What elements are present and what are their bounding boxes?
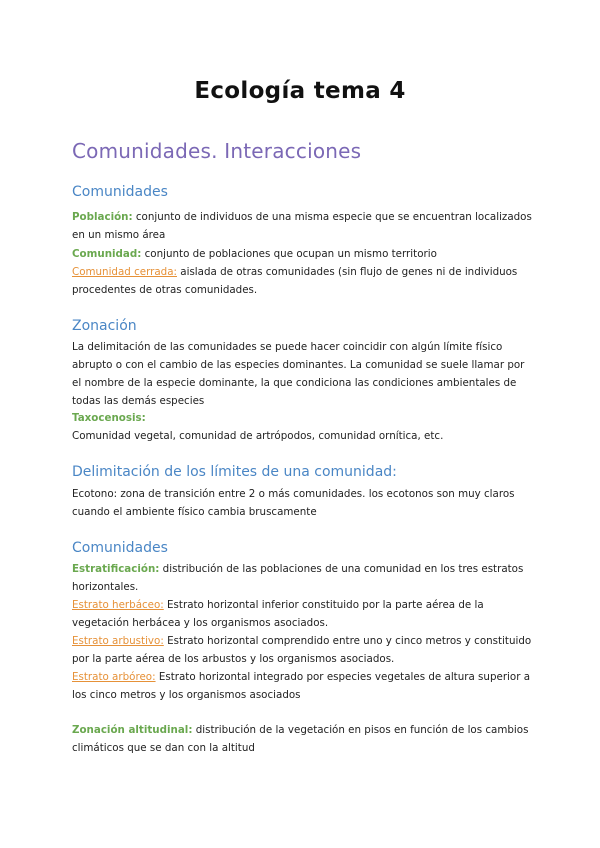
section-comunidades-2-heading: Comunidades bbox=[72, 540, 168, 556]
taxocenosis-term: Taxocenosis: bbox=[72, 412, 146, 424]
estratificacion-term: Estratificación: bbox=[72, 563, 160, 575]
comunidad-cerrada-text: aislada de otras comunidades (sin flujo de genes ni de individuos procedentes de otras comunidades. bbox=[72, 266, 518, 296]
estrato-herbaceo-term: Estrato herbáceo: bbox=[72, 599, 164, 611]
zonacion-altitudinal-text: distribución de la vegetación en pisos en función de los cambios climáticos que se dan con la altitud bbox=[72, 724, 529, 754]
section-delimitacion-heading: Delimitación de los límites de una comunidad: bbox=[72, 464, 397, 480]
taxocenosis-term-line bbox=[72, 409, 532, 427]
section-zonacion-heading: Zonación bbox=[72, 318, 137, 334]
estratificacion-text: distribución de las poblaciones de una comunidad en los tres estratos horizontales. bbox=[72, 563, 524, 593]
estratificacion-paragraph bbox=[72, 560, 532, 596]
estrato-herbaceo-text: Estrato horizontal inferior constituido por la parte aérea de la vegetación herbácea y los organismos asociados. bbox=[72, 599, 484, 629]
comunidad-cerrada-paragraph bbox=[72, 263, 532, 299]
comunidad-text: conjunto de poblaciones que ocupan un mismo territorio bbox=[141, 248, 437, 260]
estrato-arbustivo-term: Estrato arbustivo: bbox=[72, 635, 164, 647]
poblacion-text: conjunto de individuos de una misma especie que se encuentran localizados en un mismo área bbox=[72, 211, 532, 241]
zonacion-altitudinal-term: Zonación altitudinal: bbox=[72, 724, 193, 736]
poblacion-paragraph bbox=[72, 208, 532, 244]
estrato-arbustivo-paragraph bbox=[72, 632, 532, 668]
estrato-herbaceo-paragraph bbox=[72, 596, 532, 632]
section-comunidades-heading: Comunidades bbox=[72, 184, 168, 200]
document-title: Ecología tema 4 bbox=[194, 78, 406, 104]
estrato-arboreo-term: Estrato arbóreo: bbox=[72, 671, 156, 683]
poblacion-term: Población: bbox=[72, 211, 133, 223]
estrato-arboreo-paragraph bbox=[72, 668, 532, 704]
zonacion-paragraph: La delimitación de las comunidades se puede hacer coincidir con algún límite físico abrupto o con el cambio de las especies dominantes. La comunidad se suele llamar por el nombre de la especie dominante, la que condiciona las condiciones ambientales de todas las demás especies bbox=[72, 341, 525, 407]
ecotono-paragraph: Ecotono: zona de transición entre 2 o más comunidades. los ecotonos son muy claros cuando el ambiente físico cambia bruscamente bbox=[72, 488, 515, 518]
estrato-arbustivo-text: Estrato horizontal comprendido entre uno y cinco metros y constituido por la parte aérea de los arbustos y los organismos asociados. bbox=[72, 635, 532, 665]
comunidad-term: Comunidad: bbox=[72, 248, 142, 260]
comunidad-paragraph bbox=[72, 245, 532, 263]
main-heading: Comunidades. Interacciones bbox=[72, 139, 362, 163]
zonacion-altitudinal-paragraph bbox=[72, 721, 532, 757]
estrato-arboreo-text: Estrato horizontal integrado por especies vegetales de altura superior a los cinco metros y los organismos asociados bbox=[72, 671, 531, 701]
comunidad-cerrada-term: Comunidad cerrada: bbox=[72, 266, 177, 278]
taxocenosis-text: Comunidad vegetal, comunidad de artrópodos, comunidad ornítica, etc. bbox=[72, 430, 444, 442]
